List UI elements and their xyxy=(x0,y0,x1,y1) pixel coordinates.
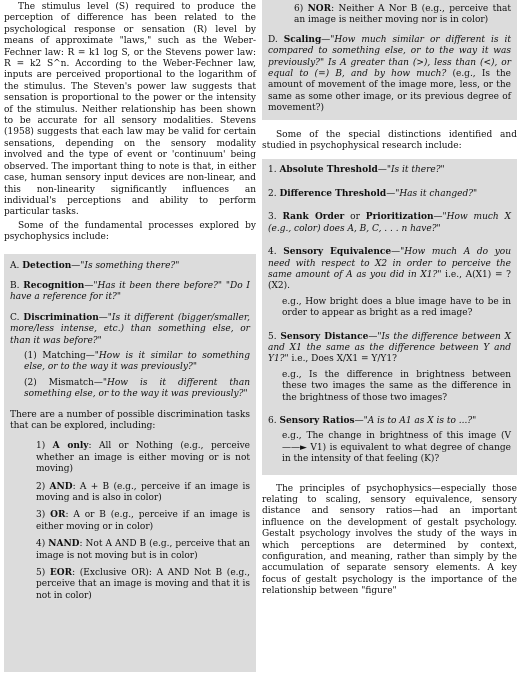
task-nor: 6) NOR: Neither A Nor B (e.g., perceive that an image is neither moving nor is in color) xyxy=(294,4,511,26)
task-and: 2) AND: A + B (e.g., perceive if an image is moving and is also in color) xyxy=(36,481,250,504)
item-recognition: B. Recognition—"Has it been there before?" "Do I have a reference for it?" xyxy=(10,280,250,303)
lead-paragraph: Some of the fundamental processes explored by psychophysics include: xyxy=(4,220,256,243)
task-eor: 5) EOR: (Exclusive OR): A AND Not B (e.g., perceive that an image is moving and that it is not in color) xyxy=(36,568,250,601)
sensory-ratios-example: e.g., The change in brightness of this image (V ——► V1) is equivalent to what degree of change in the intensity of that feeling (K)? xyxy=(282,431,511,465)
sensory-ratios: 6. Sensory Ratios—"A is to A1 as X is to ...?" xyxy=(268,415,477,426)
rank-order: 3. Rank Order or Prioritization—"How much X (e.g., color) does A, B, C, . . . n have?" xyxy=(268,212,511,234)
item-discrimination: C. Discrimination—"Is it different (bigger/smaller, more/less intense, etc.) than something else, or than it was before?" xyxy=(10,312,250,346)
sensory-equivalence: 4. Sensory Equivalence—"How much A do you need with respect to X2 in order to perceive the same amount of A as you did in X1?" i.e., A(X1) = ?(X2). xyxy=(268,247,512,292)
intro-paragraph: The stimulus level (S) required to produce the perception of difference has been related to the psychological response or sensation (R) level by means of approximate "laws," such as the Weber-Fechner law: R = k1 log S, or the Stevens power law: R = k2 S^n. According to the Weber-Fechner law, inputs are perceived proportional to the logarithm of the stimulus. The Steven's power law suggests that sensation is proportional to the power or the intensity of the stimulus. Neither relationship has been shown to be accurate for all sensory modalities. Stevens (1958) suggests that each law may be valid for certain sensations, depending on the sensory modality involved and the type of event or 'continuum' being observed. The important thing to note is that, in either case, human sensory input devices are non-linear, and this non-linearity significantly influences an individual's perceptions and ability to perform particular tasks. xyxy=(4,2,256,218)
processes-box xyxy=(4,254,256,672)
left-column xyxy=(4,0,256,672)
absolute-threshold: 1. Absolute Threshold—"Is it there?" xyxy=(268,165,445,176)
sensory-distance: 5. Sensory Distance—"Is the difference between X and X1 the same as the difference between Y and Y1?" i.e., Does X/X1 = Y/Y1? xyxy=(268,331,511,365)
detection-term: Detection xyxy=(22,260,72,271)
recognition-term: Recognition xyxy=(23,280,85,291)
distinctions-paragraph: Some of the special distinctions identified and studied in psychophysical research include: xyxy=(262,129,517,152)
sensory-equivalence-example: e.g., How bright does a blue image have to be in order to appear as bright as a red image? xyxy=(282,296,511,319)
task-or: 3) OR: A or B (e.g., perceive if an image is either moving or in color) xyxy=(36,510,250,532)
right-column xyxy=(262,0,517,598)
task-nand: 4) NAND: Not A AND B (e.g., perceive that an image is not moving but is in color) xyxy=(36,539,250,561)
sensory-distance-example: e.g., Is the difference in brightness between these two images the same as the difference in the brightness of those two images? xyxy=(282,369,511,403)
tasks-text: There are a number of possible discrimination tasks that can be explored, including: xyxy=(10,409,250,431)
item-scaling: D. Scaling—"How much similar or different is it compared to something else, or to the way it was previously?" Is A greater than (>), less than (<), or equal to (=) B, and by how much? (e.g., Is the amount of movement of the image more, less, or the same as some other image, or its previous degree of movement?) xyxy=(268,34,511,114)
scaling-box xyxy=(262,0,517,120)
closing-paragraph: The principles of psychophysics—especially those relating to scaling, sensory equivalence, sensory distance and sensory ratios—had an important influence on the development of gestalt psychology. Gestalt psychology involves the study of the ways in which perceptions are determined by context, configuration, and meaning, rather than simply by the accumulation of separate sensory elements. A key focus of gestalt psychology is the importance of the relationship between "figure" xyxy=(262,483,517,597)
item-mismatch: (2) Mismatch—"How is it different than something else, or to the way it was previously?" xyxy=(24,377,250,400)
distinctions-box xyxy=(262,159,517,474)
scaling-example: (e.g., Is the amount of movement of the image more, less, or the same as some other image, or its previous degree of movement?) xyxy=(268,69,511,114)
scaling-term: Scaling xyxy=(283,34,322,45)
item-detection: A. Detection—"Is something there?" xyxy=(10,260,180,271)
discrimination-term: Discrimination xyxy=(23,312,99,323)
item-matching: (1) Matching—"How is it similar to something else, or to the way it was previously?" xyxy=(24,350,250,373)
difference-threshold: 2. Difference Threshold—"Has it changed?" xyxy=(268,188,478,199)
task-a-only: 1) A only: All or Nothing (e.g., perceive whether an image is either moving or is not moving) xyxy=(36,441,250,475)
